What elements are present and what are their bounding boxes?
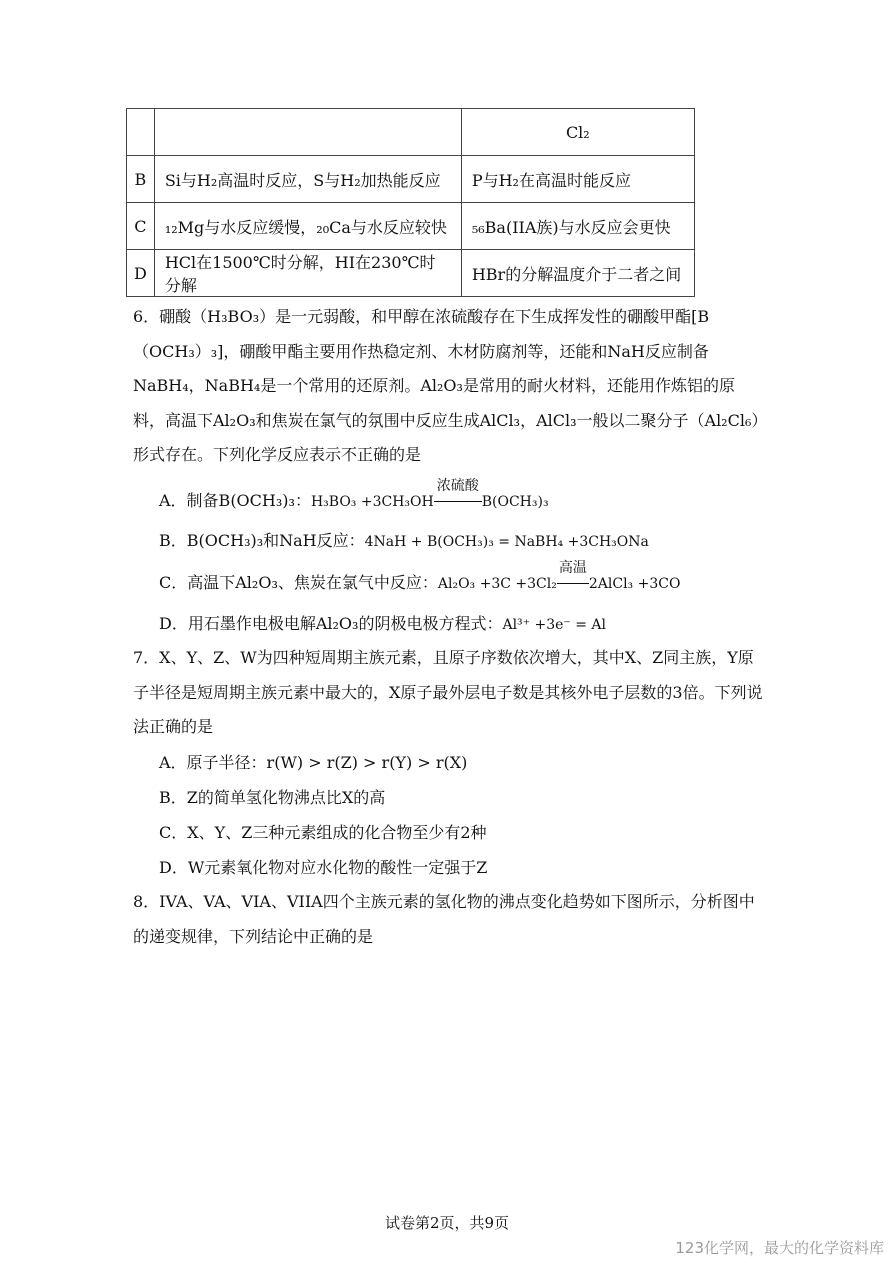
condition-arrow: [557, 560, 589, 592]
table-row: [127, 109, 695, 156]
option-a-text: A．制备B(OCH₃)₃：: [159, 491, 311, 510]
row-right: P与H₂在高温时能反应: [461, 156, 694, 203]
option-b-text: B．B(OCH₃)₃和NaH反应：: [159, 531, 365, 550]
watermark-brand: 123化学网，最大的化学资料库: [675, 1239, 884, 1257]
q6-option-d: [159, 611, 606, 634]
q6-stem: 6．硼酸（H₃BO₃）是一元弱酸，和甲醇在浓硫酸存在下生成挥发性的硼酸甲酯[B（OCH₃）₃]，硼酸甲酯主要用作热稳定剂、木材防腐剂等，还能和NaH反应制备NaBH₄，NaBH₄是一个常用的还原剂。Al₂O₃是常用的耐火材料，还能用作炼铝的原料，高温下Al₂O₃和焦炭在氯气的氛围中反应生成AlCl₃，AlCl₃一般以二聚分子（Al₂Cl₆）形式存在。下列化学反应表示不正确的是: [133, 307, 760, 464]
q7-stem: 7．X、Y、Z、W为四种短周期主族元素，且原子序数依次增大，其中X、Z同主族，Y原子半径是短周期主族元素中最大的，X原子最外层电子数是其核外电子层数的3倍。下列说法正确的是: [133, 648, 763, 736]
table-row: [127, 156, 695, 203]
q6-option-b: [159, 528, 649, 551]
table-row: [127, 250, 695, 297]
q6-option-c: [159, 560, 681, 593]
row-right: HBr的分解温度介于二者之间: [461, 250, 694, 297]
row-right: ₅₆Ba(IIA族)与水反应会更快: [461, 203, 694, 250]
row-label: [127, 109, 155, 156]
condition-arrow: [434, 478, 482, 510]
option-c-rhs: 2AlCl₃ +3CO: [588, 576, 681, 592]
row-left: HCl在1500℃时分解，HI在230℃时分解: [154, 250, 461, 297]
option-a-rhs: B(OCH₃)₃: [481, 494, 549, 510]
option-c-text: C．高温下Al₂O₃、焦炭在氯气中反应：: [159, 573, 438, 592]
option-a-condition: 浓硫酸: [436, 478, 479, 494]
option-b-equation: 4NaH + B(OCH₃)₃ = NaBH₄ +3CH₃ONa: [364, 534, 649, 550]
row-label: C: [127, 203, 155, 250]
row-left: [154, 109, 461, 156]
row-label: B: [127, 156, 155, 203]
q7-option-d: D．W元素氧化物对应水化物的酸性一定强于Z: [159, 858, 488, 877]
row-left: Si与H₂高温时反应，S与H₂加热能反应: [154, 156, 461, 203]
row-label: D: [127, 250, 155, 297]
row-right: Cl₂: [461, 109, 694, 156]
option-d-equation: Al³⁺ +3e⁻ = Al: [502, 617, 607, 633]
q8-stem: 8．IVA、VA、VIA、VIIA四个主族元素的氢化物的沸点变化趋势如下图所示，分析图中的递变规律，下列结论中正确的是: [133, 892, 755, 946]
option-c-lhs: Al₂O₃ +3C +3Cl₂: [437, 576, 557, 592]
q7-option-a: A．原子半径：r(W) > r(Z) > r(Y) > r(X): [159, 753, 468, 772]
q7-option-c: C．X、Y、Z三种元素组成的化合物至少有2种: [159, 823, 487, 842]
page-footer: 试卷第2页，共9页: [384, 1214, 510, 1232]
option-d-text: D．用石墨作电极电解Al₂O₃的阴极电极方程式：: [159, 614, 503, 633]
option-c-condition: 高温: [558, 560, 587, 576]
option-a-lhs: H₃BO₃ +3CH₃OH: [310, 494, 434, 510]
row-left: ₁₂Mg与水反应缓慢，₂₀Ca与水反应较快: [154, 203, 461, 250]
table-row: [127, 203, 695, 250]
comparison-table: [126, 108, 695, 297]
q6-option-a: [159, 478, 549, 511]
q7-option-b: B．Z的简单氢化物沸点比X的高: [159, 788, 386, 807]
